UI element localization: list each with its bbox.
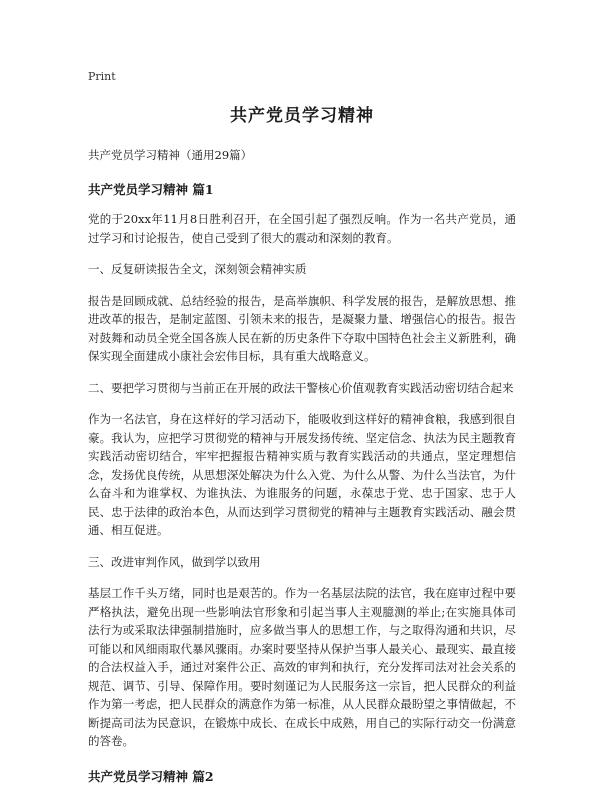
paragraph-point-3-body: 基层工作千头万绪，同时也是艰苦的。作为一名基层法院的法官，我在庭审过程中要严格执法，避免出现一些影响法官形象和引起当事人主观臆测的举止;在实施具体司法行为或采取法律强制措施时，应多做当事人的思想工作，与之取得沟通和共识，尽可能以和风细雨取代暴风骤雨。办案时要坚持从保护当事人最关心、最现实、最直接的合法权益入手，通过对案件公正、高效的审判和执行，充分发挥司法对社会关系的规范、调节、引导、保障作用。要时刻谨记为人民服务这一宗旨，把人民群众的利益作为第一考虑，把人民群众的满意作为第一标准，从人民群众最盼望之事情做起，不断提高司法为民意识，在锻炼中成长、在成长中成熟，用自己的实际行动交一份满意的答卷。	[88, 586, 516, 748]
section-heading-1: 共产党员学习精神 篇1	[88, 182, 214, 197]
document-title: 共产党员学习精神	[230, 106, 374, 126]
paragraph-intro: 党的于20xx年11月8日胜利召开，在全国引起了强烈反响。作为一名共产党员，通过学习和讨论报告，使自己受到了很大的震动和深刻的教育。	[88, 212, 516, 245]
paragraph-point-2-heading: 二、要把学习贯彻与当前正在开展的政法干警核心价值观教育实践活动密切结合起来	[88, 380, 514, 395]
document-subtitle: 共产党员学习精神（通用29篇）	[88, 148, 253, 162]
paragraph-point-2-body: 作为一名法官，身在这样好的学习活动下，能吸收到这样好的精神食粮，我感到很自豪。我认为，应把学习贯彻党的精神与开展发扬传统、坚定信念、执法为民主题教育实践活动密切结合，牢牢把握报告精神实质与教育实践活动的共通点，坚定理想信念，发扬优良传统，从思想深处解决为什么入党、为什么从警、为什么当法官，为什么奋斗和为谁掌权、为谁执法、为谁服务的问题，永葆忠于党、忠于国家、忠于人民、忠于法律的政治本色，从而达到学习贯彻党的精神与主题教育实践活动、融会贯通、相互促进。	[88, 412, 516, 537]
print-label: Print	[88, 70, 116, 83]
paragraph-point-3-heading: 三、改进审判作风，做到学以致用	[88, 554, 261, 569]
section-heading-2: 共产党员学习精神 篇2	[88, 768, 214, 784]
paragraph-point-1-heading: 一、反复研读报告全文，深刻领会精神实质	[88, 262, 307, 276]
paragraph-point-1-body: 报告是回顾成就、总结经验的报告，是高举旗帜、科学发展的报告，是解放思想、推进改革的报告，是制定蓝图、引领未来的报告，是凝聚力量、增强信心的报告。报告对鼓舞和动员全党全国各族人民在新的历史条件下夺取中国特色社会主义新胜利，确保实现全面建成小康社会宏伟目标，具有重大战略意义。	[88, 293, 516, 363]
